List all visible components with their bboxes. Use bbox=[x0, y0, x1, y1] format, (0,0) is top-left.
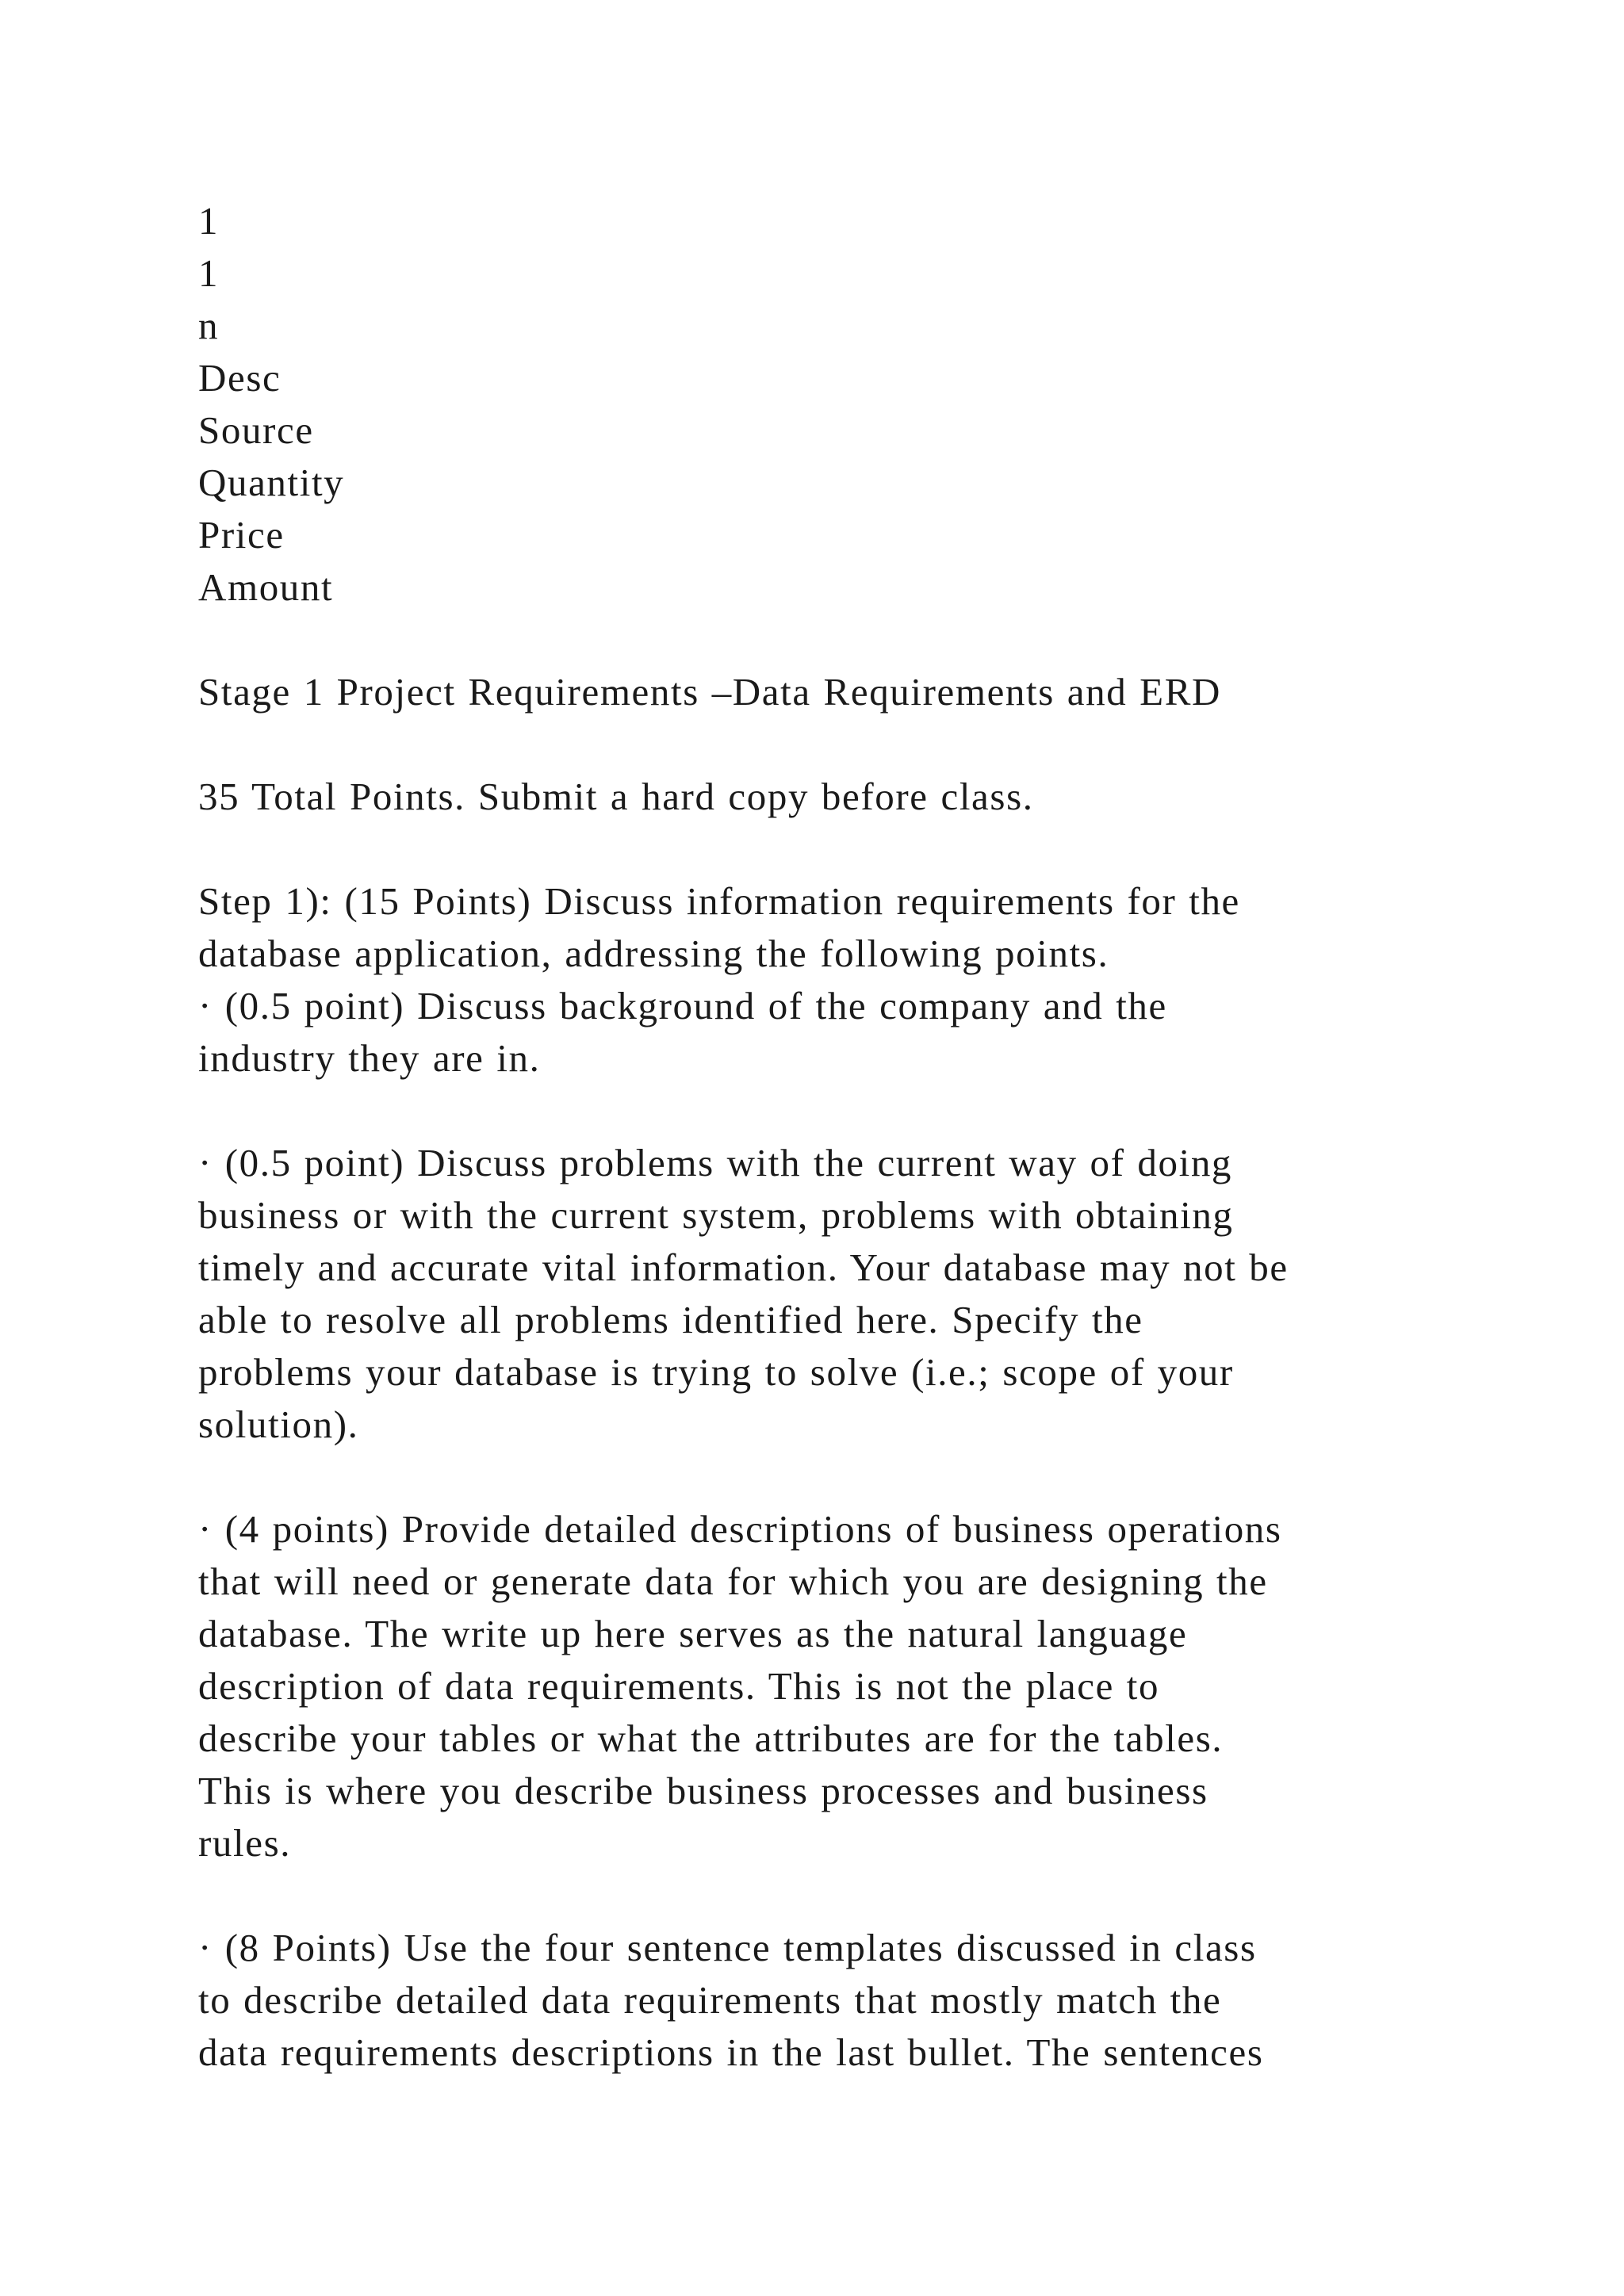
paragraph-line: data requirements descriptions in the last bullet. The sentences bbox=[198, 2030, 1264, 2074]
paragraph-line: Step 1): (15 Points) Discuss information requirements for the bbox=[198, 879, 1240, 923]
spacer bbox=[198, 718, 1546, 771]
bullet-background bbox=[198, 980, 1546, 1085]
header-line: 1 bbox=[198, 199, 220, 243]
paragraph-line: that will need or generate data for which you are designing the bbox=[198, 1559, 1268, 1603]
paragraph-line: database application, addressing the following points. bbox=[198, 932, 1109, 975]
header-fields bbox=[198, 195, 1546, 614]
spacer bbox=[198, 1869, 1546, 1922]
spacer bbox=[198, 614, 1546, 666]
header-line: n bbox=[198, 304, 220, 347]
bullet-business-operations bbox=[198, 1503, 1546, 1869]
paragraph-line: · (4 points) Provide detailed descriptions of business operations bbox=[198, 1507, 1282, 1551]
paragraph-line: rules. bbox=[198, 1821, 292, 1865]
spacer bbox=[198, 1085, 1546, 1137]
paragraph-line: problems your database is trying to solve (i.e.; scope of your bbox=[198, 1350, 1234, 1394]
document-title: Stage 1 Project Requirements –Data Requirements and ERD bbox=[198, 670, 1221, 714]
paragraph-line: able to resolve all problems identified here. Specify the bbox=[198, 1298, 1143, 1341]
paragraph-line: solution). bbox=[198, 1402, 359, 1446]
paragraph-line: · (0.5 point) Discuss problems with the current way of doing bbox=[198, 1141, 1233, 1184]
paragraph-line: to describe detailed data requirements that mostly match the bbox=[198, 1978, 1222, 2022]
paragraph-line: describe your tables or what the attributes are for the tables. bbox=[198, 1716, 1224, 1760]
step-1-paragraph bbox=[198, 875, 1546, 980]
spacer bbox=[198, 823, 1546, 875]
paragraph-line: This is where you describe business processes and business bbox=[198, 1769, 1208, 1812]
paragraph-line: · (8 Points) Use the four sentence templates discussed in class bbox=[198, 1926, 1257, 1969]
paragraph-line: timely and accurate vital information. Your database may not be bbox=[198, 1246, 1289, 1289]
spacer bbox=[198, 1451, 1546, 1503]
paragraph-line: description of data requirements. This is not the place to bbox=[198, 1664, 1160, 1708]
paragraph-line: industry they are in. bbox=[198, 1036, 541, 1080]
header-line: Desc bbox=[198, 356, 282, 400]
paragraph-line: · (0.5 point) Discuss background of the company and the bbox=[198, 984, 1167, 1027]
points-note: 35 Total Points. Submit a hard copy before class. bbox=[198, 775, 1034, 818]
header-line: Price bbox=[198, 513, 285, 557]
bullet-sentence-templates bbox=[198, 1922, 1546, 2079]
document-body bbox=[198, 195, 1546, 2079]
paragraph-line: database. The write up here serves as the natural language bbox=[198, 1612, 1188, 1655]
header-line: Amount bbox=[198, 565, 334, 609]
header-line: Quantity bbox=[198, 461, 345, 504]
paragraph-line: business or with the current system, problems with obtaining bbox=[198, 1193, 1234, 1237]
header-line: Source bbox=[198, 408, 314, 452]
header-line: 1 bbox=[198, 251, 220, 295]
bullet-problems bbox=[198, 1137, 1546, 1451]
